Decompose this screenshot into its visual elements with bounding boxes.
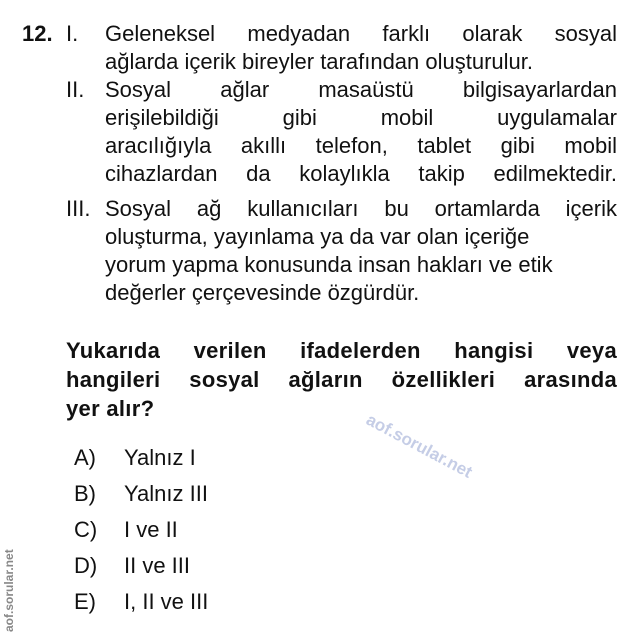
statement-line: Sosyal ağ kullanıcıları bu ortamlarda içerik <box>105 196 617 221</box>
option-d[interactable] <box>74 552 191 580</box>
statement-numeral: II. <box>66 77 85 102</box>
statement-line: değerler çerçevesinde özgürdür. <box>105 280 420 305</box>
option-text: I, II ve III <box>124 589 209 614</box>
statement-line: erişilebildiği gibi mobil uygulamalar <box>105 105 617 130</box>
statement-line: oluşturma, yayınlama ya da var olan içeriğe <box>105 224 530 249</box>
option-letter: C) <box>74 517 98 542</box>
statement-line: cihazlardan da kolaylıkla takip edilmektedir. <box>105 161 617 186</box>
option-text: Yalnız I <box>124 445 196 470</box>
option-e[interactable] <box>74 588 209 616</box>
question-line: hangileri sosyal ağların özellikleri arasında <box>66 367 617 392</box>
question-number: 12. <box>22 21 53 46</box>
question-line: yer alır? <box>66 396 155 421</box>
watermark: aof.sorular.net <box>363 410 476 482</box>
statement-line: Geleneksel medyadan farklı olarak sosyal <box>105 21 617 46</box>
statement-numeral: I. <box>66 21 79 46</box>
statement-line: yorum yapma konusunda insan hakları ve etik <box>105 252 553 277</box>
side-watermark: aof.sorular.net <box>2 549 16 632</box>
option-b[interactable] <box>74 480 208 508</box>
option-letter: D) <box>74 553 98 578</box>
option-c[interactable] <box>74 516 178 544</box>
option-letter: A) <box>74 445 96 470</box>
option-letter: B) <box>74 481 96 506</box>
option-letter: E) <box>74 589 96 614</box>
option-text: I ve II <box>124 517 178 542</box>
option-text: II ve III <box>124 553 191 578</box>
option-text: Yalnız III <box>124 481 208 506</box>
statement-line: ağlarda içerik bireyler tarafından oluşturulur. <box>105 49 534 74</box>
option-a[interactable] <box>74 444 196 472</box>
statement-numeral: III. <box>66 196 91 221</box>
statement-line: Sosyal ağlar masaüstü bilgisayarlardan <box>105 77 617 102</box>
question-line: Yukarıda verilen ifadelerden hangisi veya <box>66 338 617 363</box>
statement-line: aracılığıyla akıllı telefon, tablet gibi mobil <box>105 133 617 158</box>
